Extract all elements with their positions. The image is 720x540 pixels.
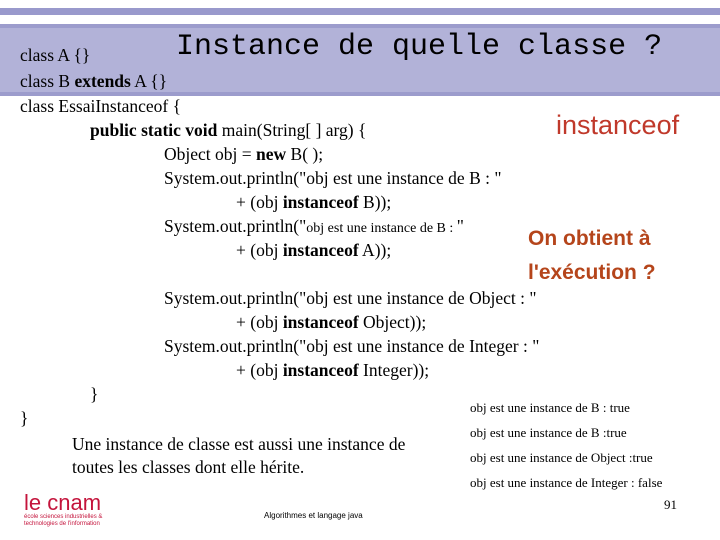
- code-line-3: class EssaiInstanceof {: [20, 96, 181, 116]
- code-line-12: System.out.println("obj est une instance de Integer : ": [164, 336, 540, 356]
- page-number: 91: [664, 497, 677, 512]
- logo-subtitle-2: technologies de l'information: [24, 521, 100, 527]
- question-line-2: l'exécution ?: [528, 261, 656, 284]
- footer-text: Algorithmes et langage java: [264, 511, 363, 520]
- top-rule: [0, 8, 720, 15]
- result-line-1: obj est une instance de B : true: [470, 400, 630, 415]
- result-line-2: obj est une instance de B :true: [470, 425, 627, 440]
- code-line-13: + (obj instanceof Integer));: [236, 360, 430, 380]
- code-line-15: }: [20, 408, 29, 428]
- code-line-4: public static void main(String[ ] arg) {: [90, 120, 367, 140]
- code-line-14: }: [90, 384, 99, 404]
- code-line-6: System.out.println("obj est une instance de B : ": [164, 168, 502, 188]
- code-line-2: class B extends A {}: [20, 71, 168, 91]
- code-line-11: + (obj instanceof Object));: [236, 312, 427, 332]
- code-line-10: System.out.println("obj est une instance de Object : ": [164, 288, 537, 308]
- code-line-5: Object obj = new B( );: [164, 144, 324, 164]
- question-line-1: On obtient à: [528, 227, 651, 250]
- code-line-1: class A {}: [20, 45, 91, 65]
- question-callout: [528, 222, 656, 290]
- result-line-3: obj est une instance de Object :true: [470, 450, 653, 465]
- code-line-8: System.out.println("obj est une instance de B : ": [164, 216, 464, 236]
- cnam-logo: [24, 492, 102, 528]
- note-text: Une instance de classe est aussi une instance de toutes les classes dont elle hérite.: [72, 434, 406, 477]
- instanceof-keyword: instanceof: [556, 110, 680, 140]
- result-line-4: obj est une instance de Integer : false: [470, 475, 663, 490]
- code-line-7: + (obj instanceof B));: [236, 192, 392, 212]
- logo-word: le cnam: [24, 490, 102, 515]
- code-line-9: + (obj instanceof A));: [236, 240, 392, 260]
- slide-title: Instance de quelle classe ?: [176, 30, 663, 64]
- logo-subtitle-1: école sciences industrielles &: [24, 514, 103, 520]
